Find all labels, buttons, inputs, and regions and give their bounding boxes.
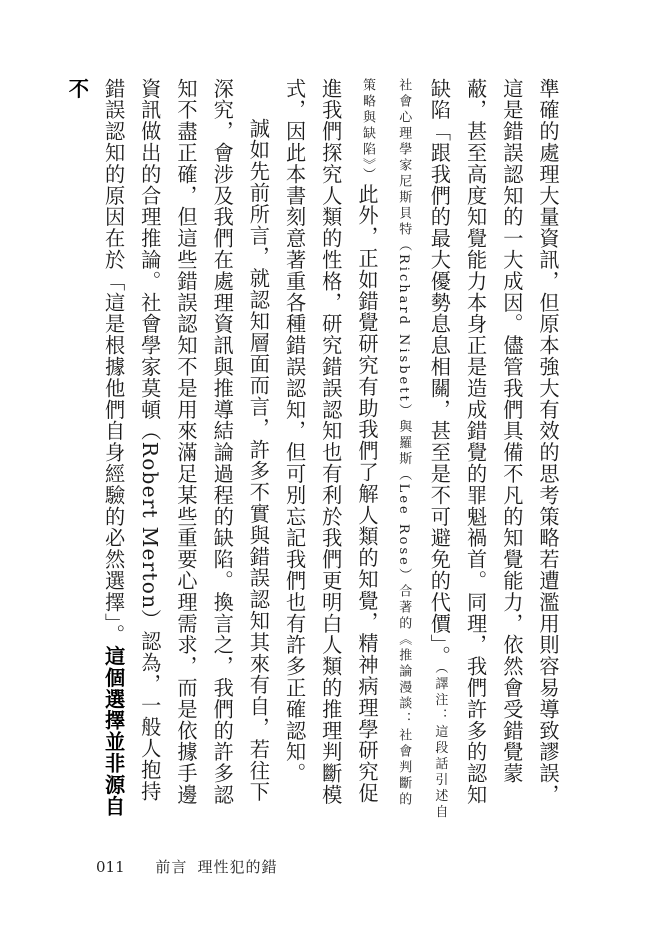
paragraph-1 [276,78,566,822]
translator-note: （譯注：這段話引述自社會心理學家尼斯貝特（Richard Nisbett）與羅斯（Lee Rose）合著的《推論漫談：社會判斷的策略與缺陷》） [359,78,448,821]
page-footer [96,856,277,877]
vertical-text-block [65,78,566,822]
paragraph-1-text-b: 此外，正如錯覺研究有助我們了解人類的知覺，精神病理學研究促進我們探究人類的性格，研究錯誤認知也有利於我們更明白人類的推理判斷模式，因此本書刻意著重各種錯誤認知，但可別忘記我們也有許多正確認知。 [282,78,379,806]
paragraph-1-text-a: 準確的處理大量資訊，但原本強大有效的思考策略若遭濫用則容易導致謬誤，這是錯誤認知的一大成因。儘管我們具備不凡的知覺能力，依然會受錯覺蒙蔽，甚至高度知覺能力本身正是造成錯覺的罪魁禍首。同理，我們許多的認知缺陷「跟我們的最大優勢息息相關，甚至是不可避免的代價」。 [427,78,560,806]
footer-title: 理性犯的錯 [197,858,278,876]
page-number: 011 [96,858,125,876]
paragraph-2-bold-text: 這個選擇並非源自不 [65,78,126,817]
paragraph-2 [59,78,276,822]
footer-section: 前言 [155,858,188,876]
paragraph-2-text: 誠如先前所言，就認知層面而言，許多不實與錯誤認知其來有自，若往下深究，會涉及我們在處理資訊與推導結論過程的缺陷。換言之，我們的許多認知不盡正確，但這些錯誤認知不是用來滿足某些重要心理需求，而是依據手邊資訊做出的合理推論。社會學家莫頓（Robert Merton）認為，一般人抱持錯誤認知的原因在於「這是根據他們自身經驗的必然選擇」。 [101,78,271,806]
